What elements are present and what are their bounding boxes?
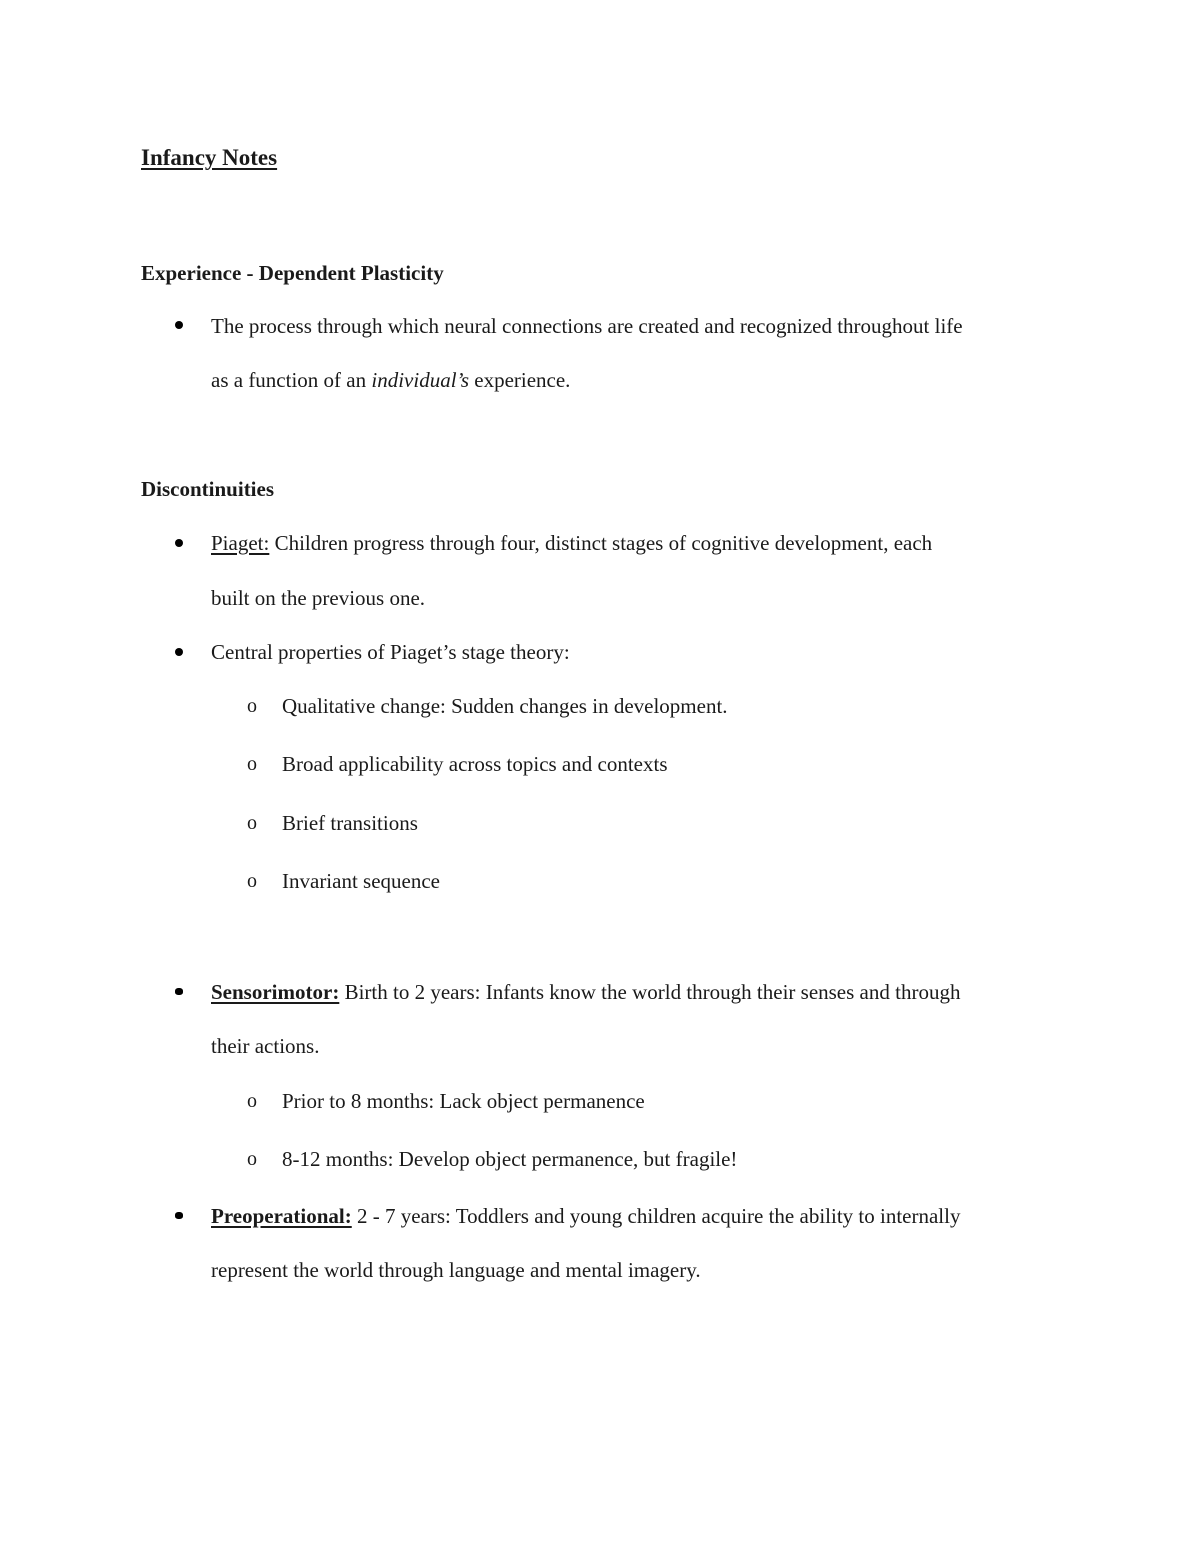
central-subitem: Brief transitions [282,811,418,835]
preoperational-line2: represent the world through language and mental imagery. [211,1258,701,1282]
section-heading-plasticity: Experience - Dependent Plasticity [141,261,444,285]
bullet-icon [175,1212,183,1219]
sensorimotor-text: Birth to 2 years: Infants know the world through their senses and through [339,980,961,1004]
bullet-icon [175,988,183,995]
sub-bullet-icon: o [247,1148,257,1170]
sensorimotor-subitem: Prior to 8 months: Lack object permanence [282,1089,645,1113]
plasticity-text-after: experience. [469,368,571,392]
plasticity-text-before: as a function of an [211,368,372,392]
sensorimotor-line2: their actions. [211,1034,320,1058]
piaget-text: Children progress through four, distinct stages of cognitive development, each [269,531,933,555]
sub-bullet-icon: o [247,1090,257,1112]
piaget-line2: built on the previous one. [211,586,426,610]
plasticity-text-italic: individual’s [371,368,469,392]
sub-bullet-icon: o [247,870,257,892]
plasticity-text-line1: The process through which neural connections are created and recognized throughout life [211,314,963,338]
central-subitem: Broad applicability across topics and contexts [282,752,668,776]
plasticity-text-line2 [211,370,570,391]
sub-bullet-icon: o [247,695,257,717]
bullet-icon [175,648,183,656]
sensorimotor-label: Sensorimotor: [211,980,340,1004]
sensorimotor-line1 [211,982,960,1003]
document-title: Infancy Notes [141,145,278,170]
preoperational-line1 [211,1206,960,1227]
bullet-icon [175,539,183,547]
bullet-icon [175,321,183,329]
central-properties-text: Central properties of Piaget’s stage theory: [211,640,570,664]
sensorimotor-subitem: 8-12 months: Develop object permanence, but fragile! [282,1147,738,1171]
sub-bullet-icon: o [247,753,257,775]
central-subitem: Invariant sequence [282,869,441,893]
central-subitem: Qualitative change: Sudden changes in development. [282,694,728,718]
sub-bullet-icon: o [247,812,257,834]
section-heading-discontinuities: Discontinuities [141,477,275,501]
piaget-line1 [211,533,932,554]
preoperational-text: 2 - 7 years: Toddlers and young children acquire the ability to internally [351,1204,961,1228]
preoperational-label: Preoperational: [211,1204,352,1228]
piaget-label: Piaget: [211,531,270,555]
